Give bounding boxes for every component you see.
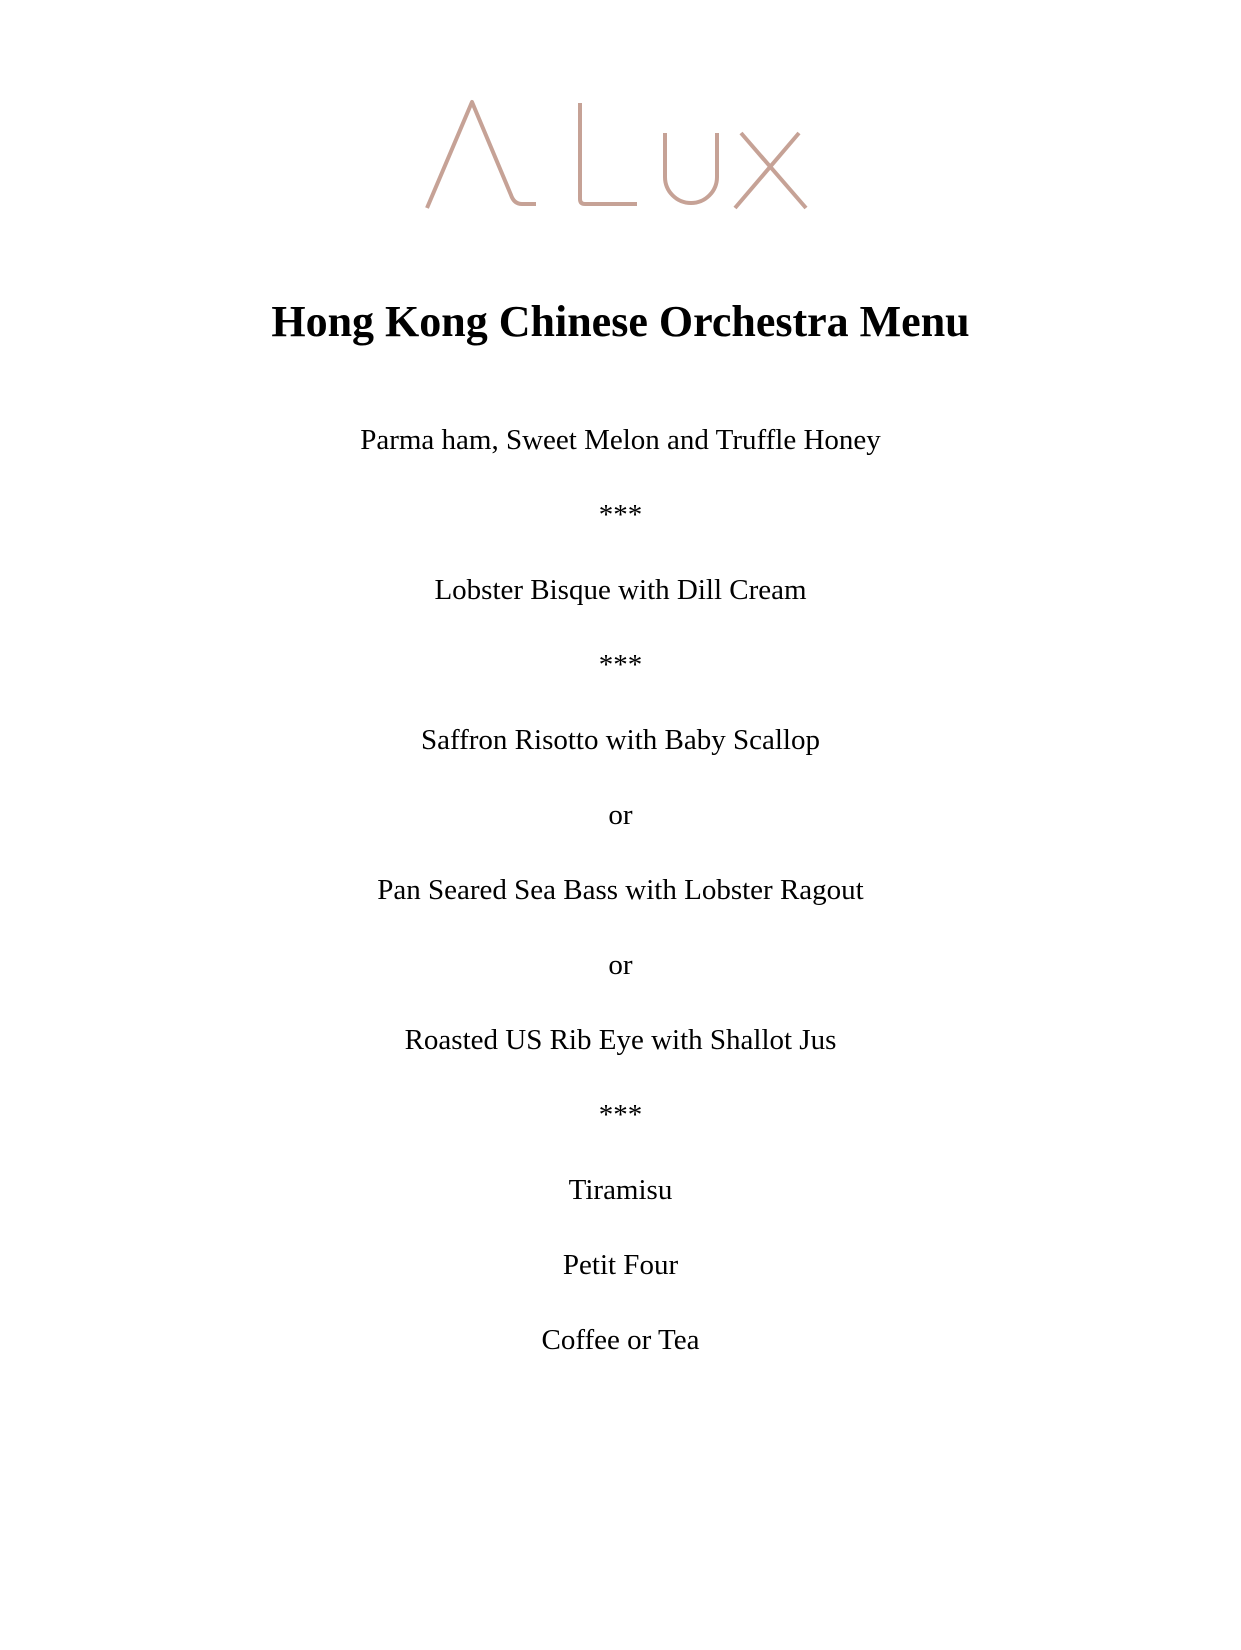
logo-letter-x-glyph <box>735 133 806 208</box>
logo-letter-a-glyph <box>427 102 536 208</box>
menu-item-text: Roasted US Rib Eye with Shallot Jus <box>404 1024 837 1056</box>
page-title: Hong Kong Chinese Orchestra Menu <box>271 297 970 346</box>
menu-item-text: Parma ham, Sweet Melon and Truffle Honey <box>360 424 881 456</box>
course-separator: *** <box>598 1099 643 1131</box>
menu-item-text: Tiramisu <box>568 1174 673 1206</box>
course-separator: *** <box>598 649 643 681</box>
a-lux-logo-image <box>417 97 809 213</box>
menu-item-text: Saffron Risotto with Baby Scallop <box>420 724 820 756</box>
a-lux-logo <box>417 97 809 213</box>
logo-letter-u-glyph <box>665 133 717 203</box>
or-conjunction: or <box>608 799 633 831</box>
logo-letter-l-glyph <box>580 103 637 204</box>
menu-item-text: Coffee or Tea <box>541 1324 700 1356</box>
menu-item-text: Pan Seared Sea Bass with Lobster Ragout <box>377 874 864 906</box>
course-separator: *** <box>598 499 643 531</box>
or-conjunction: or <box>608 949 633 981</box>
menu-item-text: Lobster Bisque with Dill Cream <box>434 574 807 606</box>
menu-item-text: Petit Four <box>562 1249 679 1281</box>
menu-body <box>0 403 1241 1378</box>
